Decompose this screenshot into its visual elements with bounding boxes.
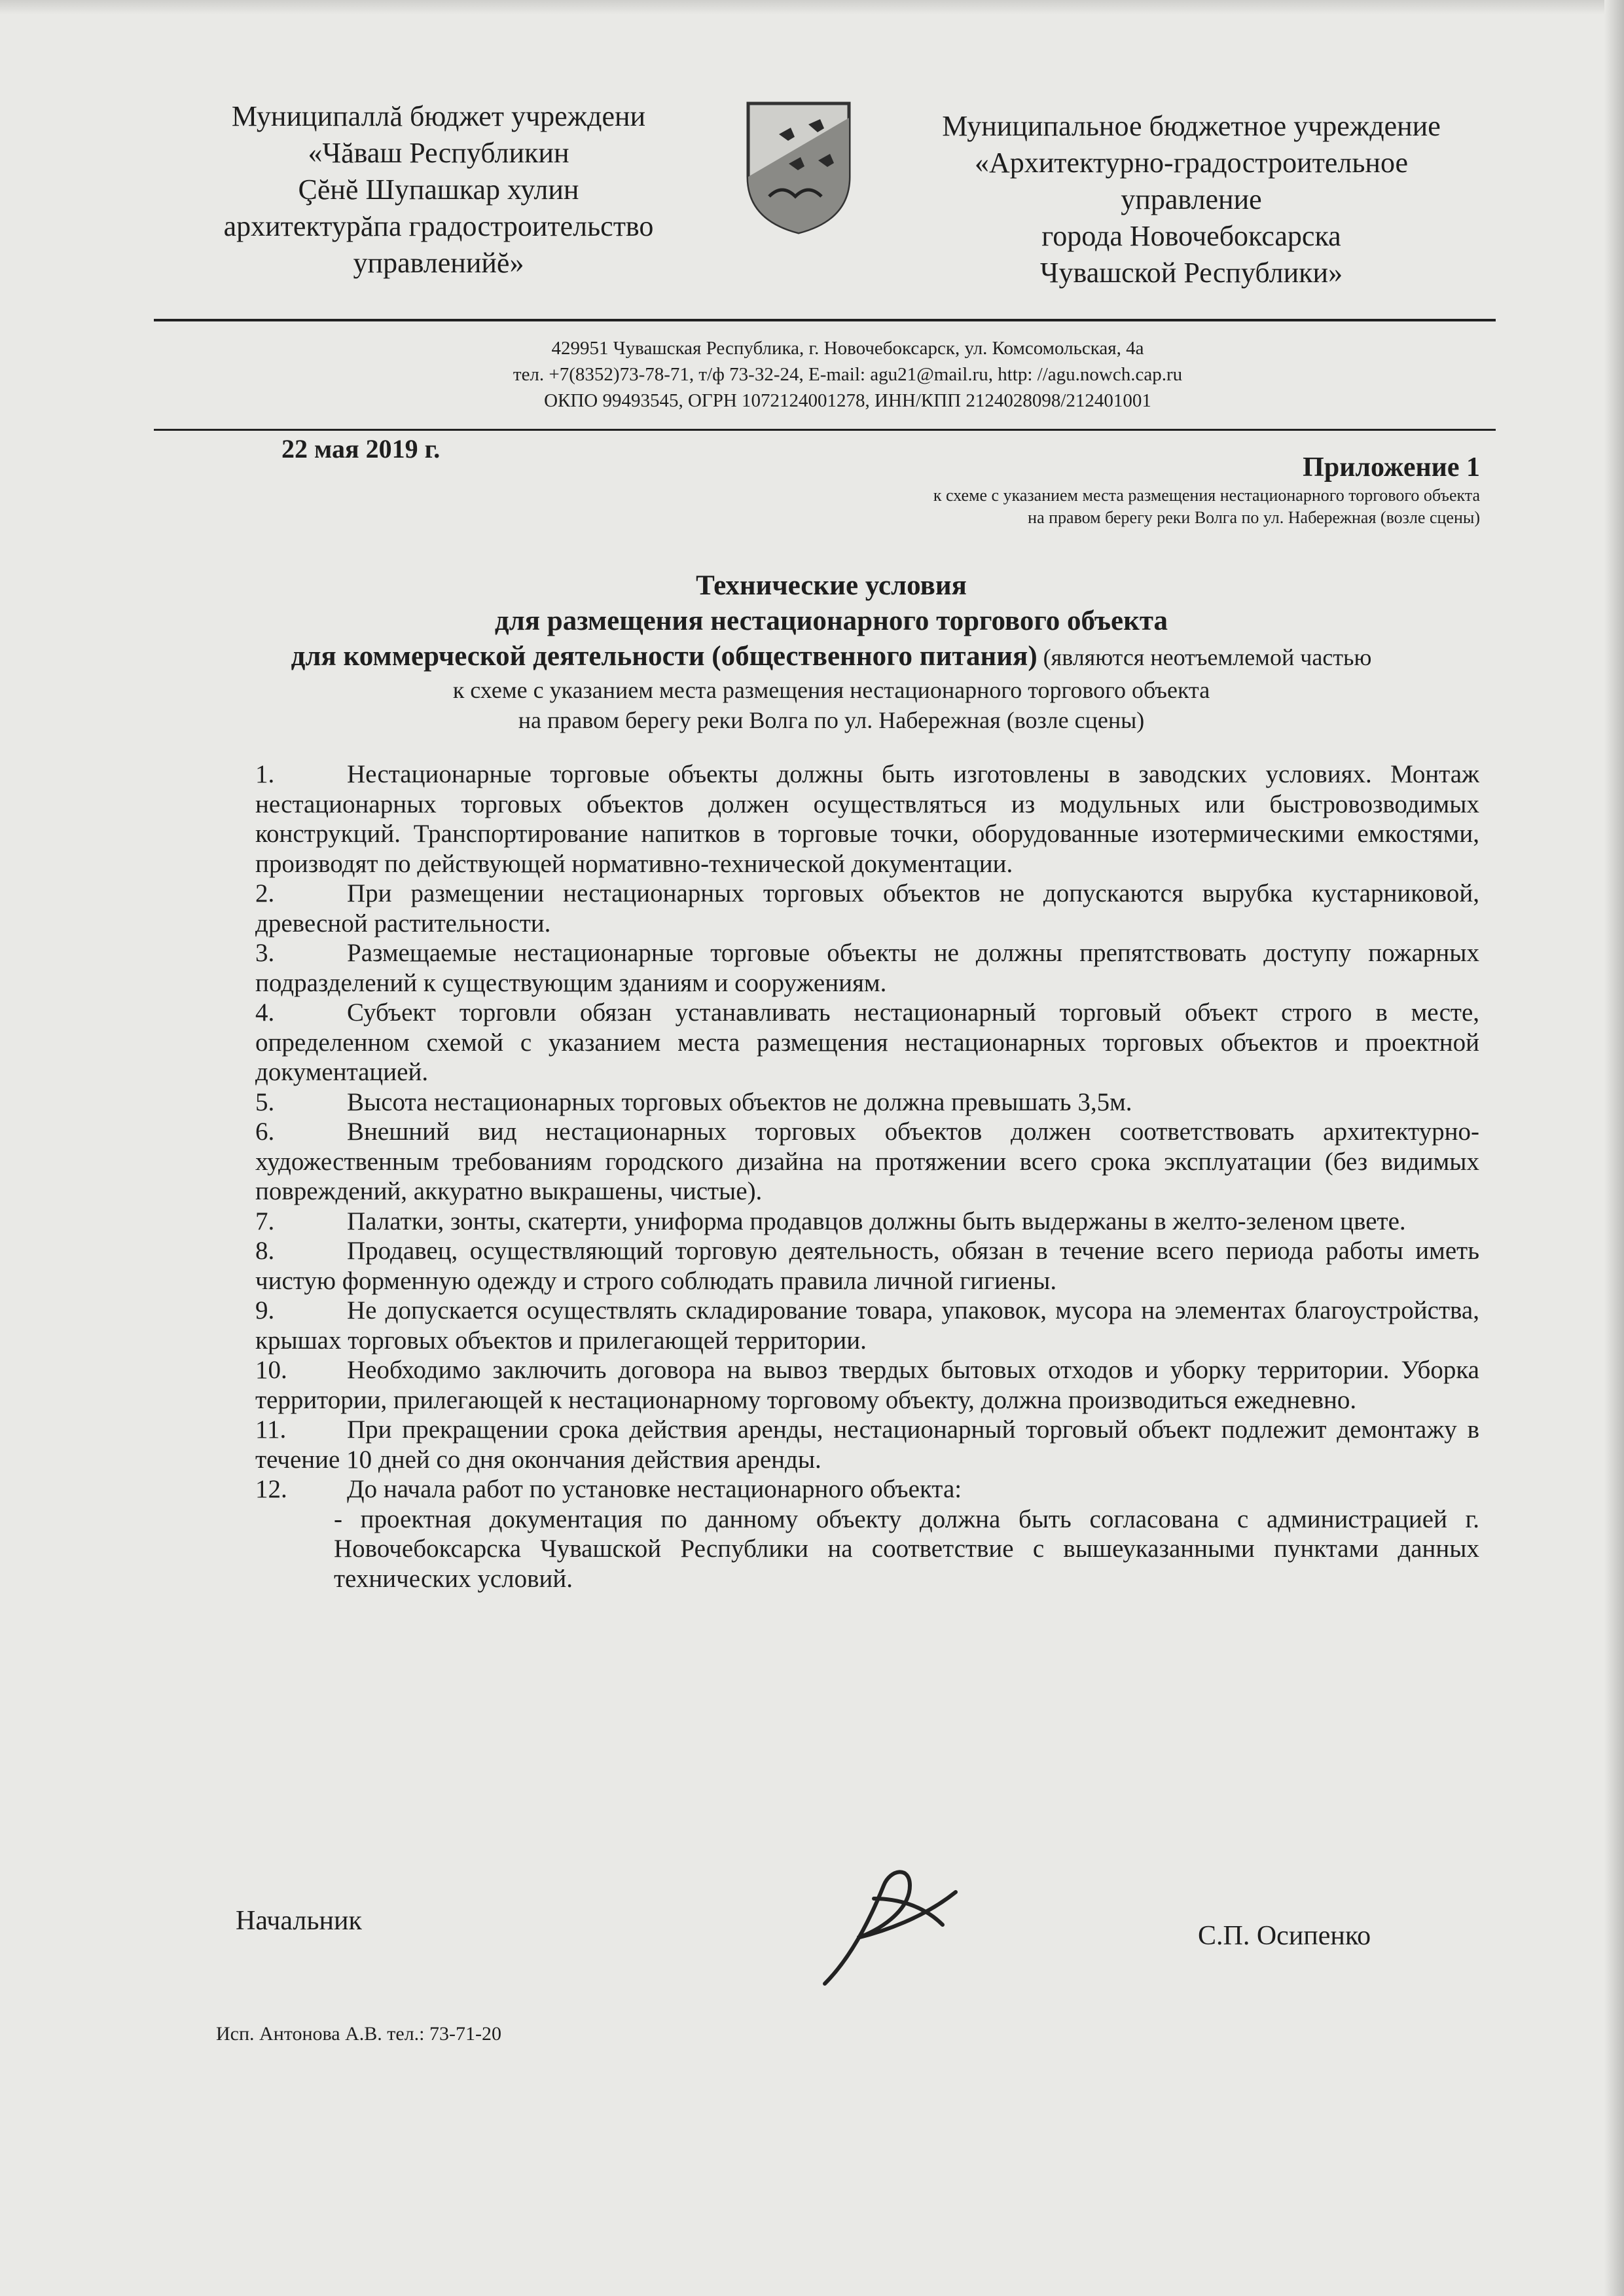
item-number: 10.	[255, 1356, 287, 1384]
header-line: управленийĕ»	[353, 247, 524, 279]
signatory-position: Начальник	[236, 1906, 362, 1936]
scan-edge	[0, 0, 1624, 14]
header-line: Муниципаллă бюджет учреждени	[231, 100, 646, 132]
item-number: 7.	[255, 1207, 275, 1235]
item-number: 6.	[255, 1118, 275, 1146]
executor-info: Исп. Антонова А.В. тел.: 73-71-20	[216, 2023, 501, 2045]
title-normal-part: (являются неотъемлемой частью	[1037, 644, 1372, 670]
contact-divider	[154, 429, 1496, 431]
header-line: Чувашской Республики»	[1039, 257, 1343, 289]
phone-line: тел. +7(8352)73-78-71, т/ф 73-32-24, E-mail: agu21@mail.ru, http: //agu.nowch.cap.ru	[513, 364, 1183, 385]
item-text: Размещаемые нестационарные торговые объекты не должны препятствовать доступу пожарных подразделений к существующим зданиям и сооружениям.	[255, 939, 1479, 997]
document-date: 22 мая 2019 г.	[281, 434, 441, 464]
item-text: Палатки, зонты, скатерти, униформа продавцов должны быть выдержаны в желто-зеленом цвете.	[347, 1207, 1406, 1235]
title-bold-part: для коммерческой деятельности (общественного питания)	[291, 641, 1038, 672]
sub-item: - проектная документация по данному объекту должна быть согласована с администрацией г. Новочебоксарска Чувашской Республики на соответствие с вышеуказанными пунктами данных технических условий.	[334, 1504, 1479, 1593]
item-text: Субъект торговли обязан устанавливать нестационарный торговый объект строго в месте, определенном схемой с указанием места размещения нестационарных торговых объектов и проектной документацией.	[255, 998, 1479, 1086]
address-line: 429951 Чувашская Республика, г. Новочебоксарск, ул. Комсомольская, 4а	[551, 338, 1144, 359]
list-item	[255, 1355, 1479, 1415]
title-line: к схеме с указанием места размещения нестационарного торгового объекта	[452, 677, 1210, 703]
header-russian-name	[890, 108, 1492, 291]
list-item	[255, 1236, 1479, 1296]
item-text: При размещении нестационарных торговых объектов не допускаются вырубка кустарниковой, древесной растительности.	[255, 879, 1479, 938]
item-text: При прекращении срока действия аренды, нестационарный торговый объект подлежит демонтажу в течение 10 дней со дня окончания действия аренды.	[255, 1415, 1479, 1474]
document-title	[196, 568, 1466, 735]
city-coat-of-arms-icon	[743, 98, 854, 236]
handwritten-signature-icon	[812, 1859, 969, 1990]
item-text: Высота нестационарных торговых объектов не должна превышать 3,5м.	[347, 1087, 1132, 1116]
contact-block	[367, 335, 1329, 414]
list-item	[255, 1207, 1479, 1237]
conditions-list	[255, 759, 1479, 1594]
header-divider	[154, 319, 1496, 321]
list-item	[255, 759, 1479, 879]
list-item	[255, 879, 1479, 938]
item-text: До начала работ по установке нестационарного объекта:	[347, 1475, 962, 1503]
signatory-name: С.П. Осипенко	[1198, 1921, 1371, 1951]
title-line: для размещения нестационарного торгового объекта	[494, 606, 1168, 636]
item-text: Не допускается осуществлять складирование товара, упаковок, мусора на элементах благоустройства, крышах торговых объектов и прилегающей территории.	[255, 1296, 1479, 1355]
header-line: «Чăваш Республикин	[308, 137, 569, 169]
appendix-line: на правом берегу реки Волга по ул. Набережная (возле сцены)	[1028, 508, 1480, 527]
item-text: Продавец, осуществляющий торговую деятельность, обязан в течение всего периода работы иметь чистую форменную одежду и строго соблюдать правила личной гигиены.	[255, 1237, 1479, 1295]
title-line: Технические условия	[696, 570, 967, 601]
item-text: Внешний вид нестационарных торговых объектов должен соответствовать архитектурно-художественным требованиям городского дизайна на протяжении всего срока эксплуатации (без видимых повреждений, аккуратно выкрашены, чистые).	[255, 1118, 1479, 1205]
list-item	[255, 1474, 1479, 1504]
list-item	[255, 998, 1479, 1087]
item-number: 3.	[255, 939, 275, 967]
list-item	[255, 1087, 1479, 1118]
header-line: Муниципальное бюджетное учреждение	[942, 110, 1441, 142]
appendix-line: к схеме с указанием места размещения нестационарного торгового объекта	[933, 486, 1480, 505]
header-line: города Новочебоксарска	[1041, 220, 1341, 252]
appendix-title: Приложение 1	[1303, 452, 1480, 483]
appendix-subtitle	[629, 484, 1480, 529]
header-chuvash-name	[170, 98, 707, 282]
title-line	[196, 639, 1466, 675]
list-item	[255, 1117, 1479, 1207]
item-text: Нестационарные торговые объекты должны быть изготовлены в заводских условиях. Монтаж нестационарных торговых объектов должен осуществляться из модульных или быстровозводимых конструкций. Транспортирование напитков в торговые точки, оборудованные изотермическими емкостями, производят по действующей нормативно-технической документации.	[255, 760, 1479, 878]
item-number: 9.	[255, 1296, 275, 1324]
item-text: Необходимо заключить договора на вывоз твердых бытовых отходов и уборку территории. Уборка территории, прилегающей к нестационарному торговому объекту, должна производиться ежедневно.	[255, 1356, 1479, 1414]
codes-line: ОКПО 99493545, ОГРН 1072124001278, ИНН/КПП 2124028098/212401001	[544, 390, 1151, 411]
item-number: 4.	[255, 998, 275, 1027]
item-number: 1.	[255, 760, 275, 788]
title-line: на правом берегу реки Волга по ул. Набережная (возле сцены)	[518, 707, 1145, 733]
list-item	[255, 1296, 1479, 1355]
scan-edge	[1604, 0, 1624, 2296]
item-number: 11.	[255, 1415, 287, 1444]
header-line: Çĕнĕ Шупашкар хулин	[298, 173, 579, 206]
item-number: 8.	[255, 1237, 275, 1265]
list-item	[255, 1415, 1479, 1474]
item-number: 12.	[255, 1475, 287, 1503]
item-number: 5.	[255, 1087, 275, 1116]
header-line: управление	[1121, 183, 1262, 215]
header-line: архитектурăпа градостроительство	[223, 210, 654, 242]
item-number: 2.	[255, 879, 275, 907]
header-line: «Архитектурно-градостроительное	[974, 147, 1409, 179]
list-item	[255, 938, 1479, 998]
